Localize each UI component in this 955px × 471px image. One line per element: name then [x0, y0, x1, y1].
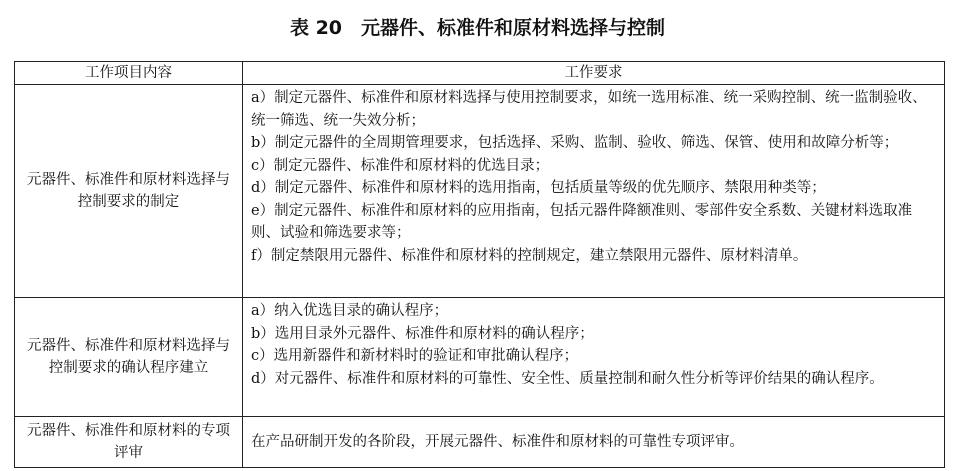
header-requirements: 工作要求: [243, 62, 945, 85]
requirement-item: d）对元器件、标准件和原材料的可靠性、安全性、质量控制和耐久性分析等评价结果的确认程序。: [251, 370, 884, 387]
requirement-item: a）纳入优选目录的确认程序；: [251, 303, 449, 319]
requirement-item: c）选用新器件和新材料时的验证和审批确认程序；: [251, 348, 579, 364]
requirement-item: b）制定元器件的全周期管理要求，包括选择、采购、监制、验收、筛选、保管、使用和故障分析等；: [251, 135, 899, 151]
requirement-item: f）制定禁限用元器件、标准件和原材料的控制规定，建立禁限用元器件、原材料清单。: [251, 247, 808, 264]
row-requirements: [243, 85, 945, 298]
table-row: [15, 417, 945, 468]
table-row: [15, 85, 945, 298]
row-item-label: 元器件、标准件和原材料选择与控制要求的确认程序建立: [15, 298, 243, 417]
header-item: 工作项目内容: [15, 62, 243, 85]
requirement-item: 在产品研制开发的各阶段，开展元器件、标准件和原材料的可靠性专项评审。: [251, 433, 744, 450]
requirements-table: [14, 61, 945, 468]
table-row: [15, 298, 945, 417]
row-item-label: 元器件、标准件和原材料的专项评审: [15, 417, 243, 468]
row-requirements: [243, 417, 945, 468]
table-header-row: [15, 62, 945, 85]
row-item-label: 元器件、标准件和原材料选择与控制要求的制定: [15, 85, 243, 298]
requirement-item: d）制定元器件、标准件和原材料的选用指南，包括质量等级的优先顺序、禁限用种类等；: [251, 180, 826, 196]
requirement-item: e）制定元器件、标准件和原材料的应用指南，包括元器件降额准则、零部件安全系数、关键材料选取准则、试验和筛选要求等；: [251, 202, 913, 241]
requirement-item: b）选用目录外元器件、标准件和原材料的确认程序；: [251, 325, 594, 342]
row-requirements: [243, 298, 945, 417]
requirement-item: a）制定元器件、标准件和原材料选择与使用控制要求，如统一选用标准、统一采购控制、统一监制验收、统一筛选、统一失效分析；: [251, 90, 927, 129]
table-title: 表 20 元器件、标准件和原材料选择与控制: [289, 17, 666, 39]
requirement-item: c）制定元器件、标准件和原材料的优选目录；: [251, 157, 550, 174]
